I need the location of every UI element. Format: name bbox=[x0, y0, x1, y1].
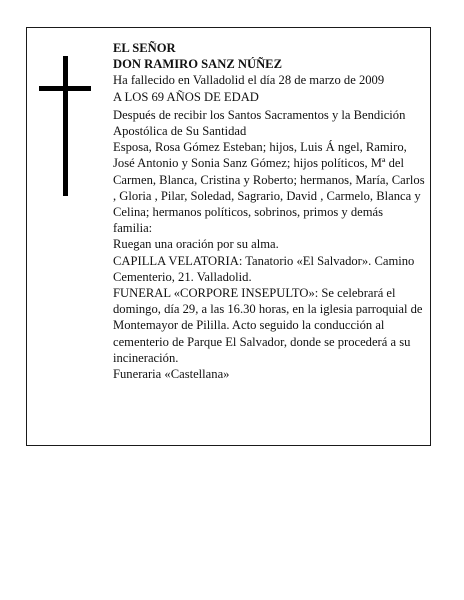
sacraments-line: Después de recibir los Santos Sacramentos y la Bendición Apostólica de Su Santidad bbox=[113, 107, 406, 139]
prayer-request: Ruegan una oración por su alma. bbox=[113, 237, 279, 252]
death-announcement: Ha fallecido en Valladolid el día 28 de marzo de 2009 bbox=[113, 73, 385, 88]
funeral-home: Funeraria «Castellana» bbox=[113, 367, 230, 382]
funeral-info: FUNERAL «CORPORE INSEPULTO»: Se celebrará el domingo, día 29, a las 16.30 horas, en la iglesia parroquial de Montemayor de Pililla. Acto seguido la conducción al cementerio de Parque El Salvador, donde se procederá a su incineración. bbox=[113, 286, 423, 365]
age-line: A LOS 69 AÑOS DE EDAD bbox=[113, 89, 259, 104]
family-list: Esposa, Rosa Gómez Esteban; hijos, Luis Á ngel, Ramiro, José Antonio y Sonia Sanz Gómez; hijos políticos, Mª del Carmen, Blanca, Cristina y Roberto; hermanos, María, Carlos , Gloria , Pilar, Soledad, Sagrario, David , Carmelo, Blanca y Celina; hermanos políticos, sobrinos, primos y demás familia: bbox=[113, 140, 425, 236]
title-line-1: EL SEÑOR bbox=[113, 41, 176, 55]
cross-vertical-bar bbox=[63, 56, 68, 196]
chapel-info: CAPILLA VELATORIA: Tanatorio «El Salvador». Camino Cementerio, 21. Valladolid. bbox=[113, 253, 415, 284]
deceased-name: DON RAMIRO SANZ NÚÑEZ bbox=[113, 57, 282, 72]
obituary-text bbox=[113, 40, 425, 382]
cross-horizontal-bar bbox=[39, 86, 91, 91]
